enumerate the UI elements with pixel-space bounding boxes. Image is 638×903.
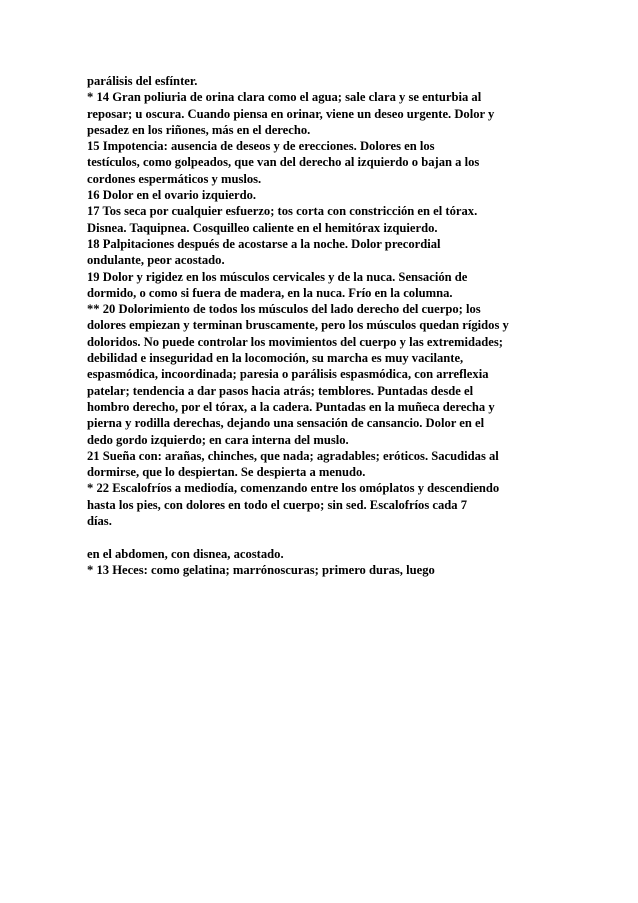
text-line: pierna y rodilla derechas, dejando una sensación de cansancio. Dolor en el <box>87 416 485 431</box>
text-line: * 13 Heces: como gelatina; marrónoscuras; primero duras, luego <box>87 562 435 577</box>
text-line: días. <box>87 514 112 529</box>
text-line: * 22 Escalofríos a mediodía, comenzando entre los omóplatos y descendiendo <box>87 481 500 496</box>
text-line: dormirse, que lo despiertan. Se despierta a menudo. <box>87 465 366 480</box>
document-text-block-continuation <box>87 546 557 579</box>
text-line: doloridos. No puede controlar los movimientos del cuerpo y las extremidades; <box>87 334 503 349</box>
text-line: Disnea. Taquipnea. Cosquilleo caliente en el hemitórax izquierdo. <box>87 220 438 235</box>
text-line: reposar; u oscura. Cuando piensa en orinar, viene un deseo urgente. Dolor y <box>87 106 495 121</box>
text-line: ondulante, peor acostado. <box>87 253 225 268</box>
text-line: parálisis del esfínter. <box>87 74 198 88</box>
text-line: 15 Impotencia: ausencia de deseos y de erecciones. Dolores en los <box>87 139 435 154</box>
text-line: 21 Sueña con: arañas, chinches, que nada; agradables; eróticos. Sacudidas al <box>87 448 499 463</box>
text-line: 17 Tos seca por cualquier esfuerzo; tos corta con constricción en el tórax. <box>87 204 478 219</box>
document-page <box>87 73 557 578</box>
text-line: hasta los pies, con dolores en todo el cuerpo; sin sed. Escalofríos cada 7 <box>87 497 468 512</box>
text-line: dormido, o como si fuera de madera, en la nuca. Frío en la columna. <box>87 285 453 300</box>
text-line: 18 Palpitaciones después de acostarse a la noche. Dolor precordial <box>87 236 441 251</box>
text-line: dedo gordo izquierdo; en cara interna del muslo. <box>87 432 349 447</box>
text-line: debilidad e inseguridad en la locomoción, su marcha es muy vacilante, <box>87 351 464 366</box>
text-line: testículos, como golpeados, que van del derecho al izquierdo o bajan a los <box>87 155 480 170</box>
text-line: dolores empiezan y terminan bruscamente, pero los músculos quedan rígidos y <box>87 318 509 333</box>
text-line: 16 Dolor en el ovario izquierdo. <box>87 188 257 203</box>
paragraph-gap <box>87 529 557 545</box>
text-line: cordones espermáticos y muslos. <box>87 171 262 186</box>
text-line: * 14 Gran poliuria de orina clara como el agua; sale clara y se enturbia al <box>87 90 482 105</box>
text-line: hombro derecho, por el tórax, a la cadera. Puntadas en la muñeca derecha y <box>87 399 495 414</box>
document-text-block-main <box>87 73 557 529</box>
text-line: pesadez en los riñones, más en el derecho. <box>87 122 311 137</box>
text-line: 19 Dolor y rigidez en los músculos cervicales y de la nuca. Sensación de <box>87 269 468 284</box>
text-line: en el abdomen, con disnea, acostado. <box>87 546 284 561</box>
text-line: espasmódica, incoordinada; paresia o parálisis espasmódica, con arreflexia <box>87 367 489 382</box>
text-line: patelar; tendencia a dar pasos hacia atrás; temblores. Puntadas desde el <box>87 383 474 398</box>
text-line: ** 20 Dolorimiento de todos los músculos del lado derecho del cuerpo; los <box>87 302 481 317</box>
